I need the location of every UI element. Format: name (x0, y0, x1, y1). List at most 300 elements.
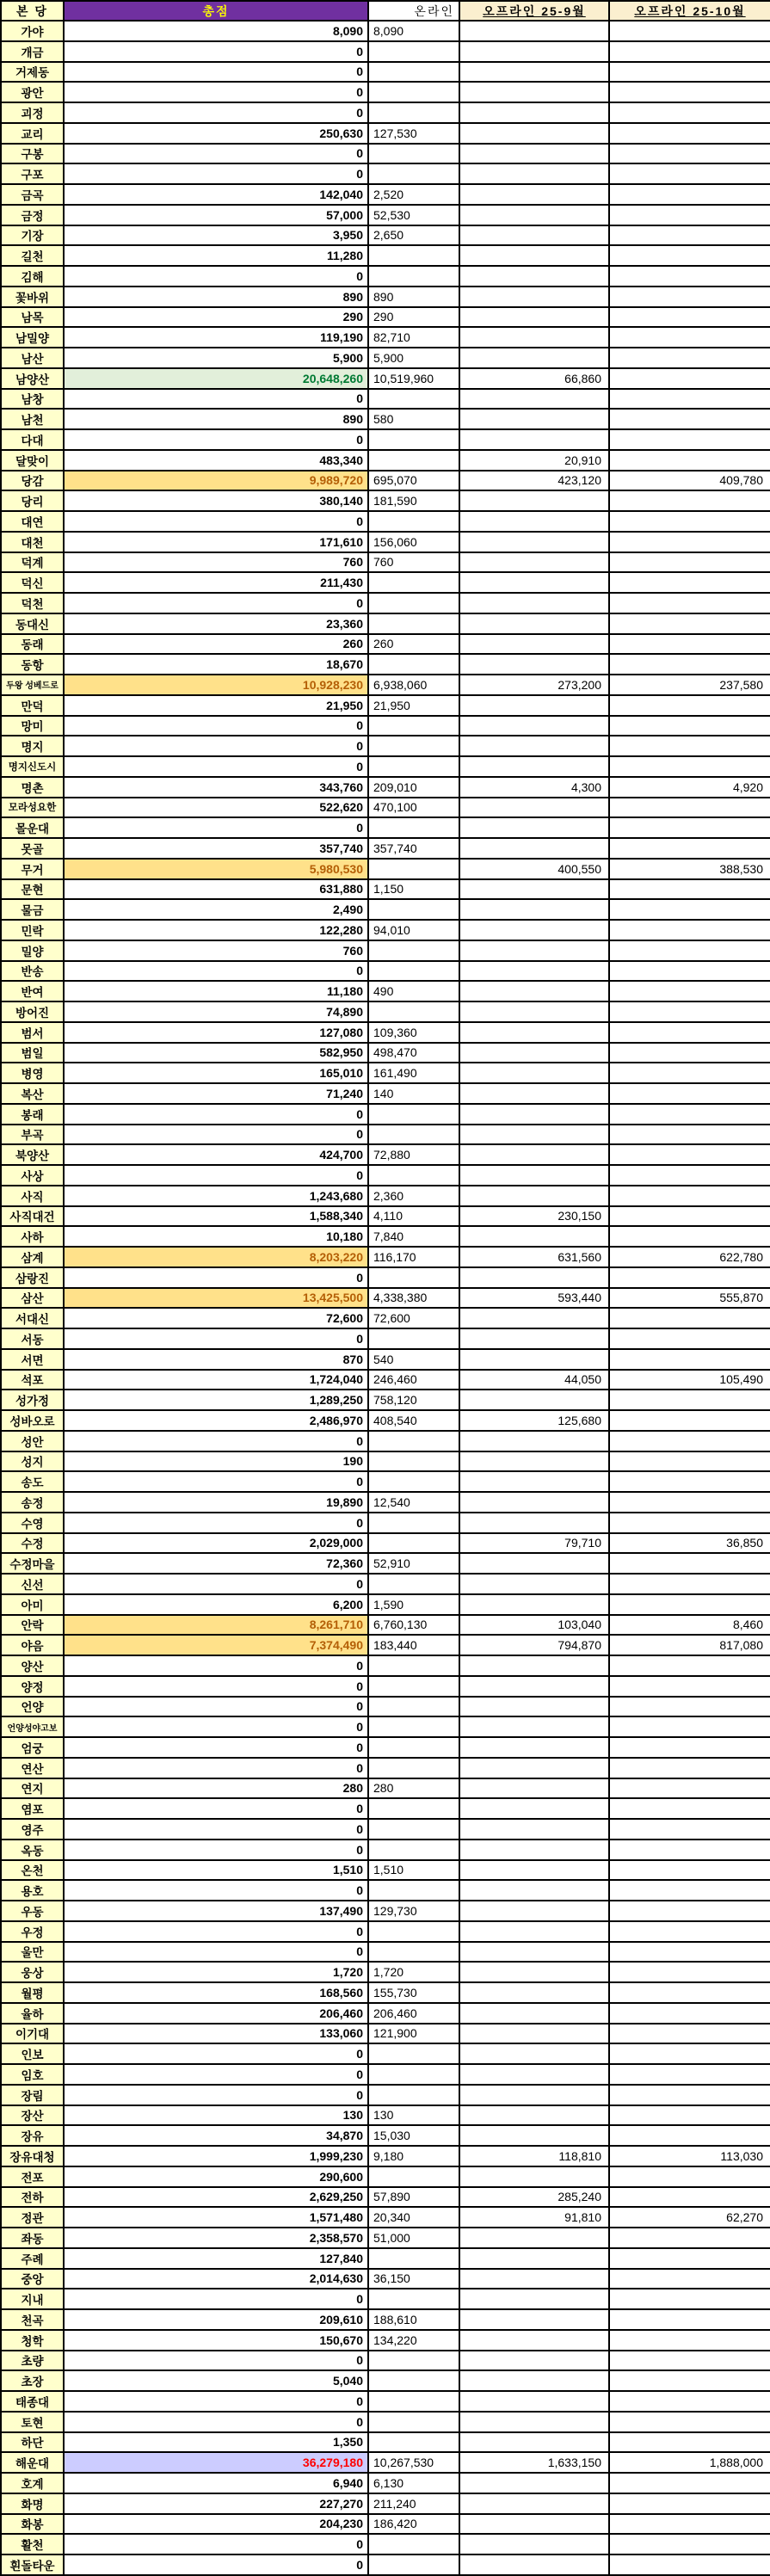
offline-sep-value-cell[interactable]: 91,810 (459, 2207, 609, 2228)
parish-name-cell[interactable]: 동대신 (1, 613, 64, 634)
total-value-cell[interactable]: 5,980,530 (64, 859, 368, 879)
parish-name-cell[interactable]: 대천 (1, 532, 64, 552)
offline-sep-value-cell[interactable] (459, 2003, 609, 2024)
total-value-cell[interactable]: 0 (64, 1431, 368, 1451)
total-value-cell[interactable]: 2,029,000 (64, 1533, 368, 1554)
parish-name-cell[interactable]: 언양성야고보 (1, 1716, 64, 1737)
parish-name-cell[interactable]: 삼계 (1, 1247, 64, 1267)
parish-name-cell[interactable]: 염포 (1, 1798, 64, 1819)
online-value-cell[interactable] (368, 961, 459, 982)
parish-name-cell[interactable]: 신선 (1, 1574, 64, 1594)
offline-sep-value-cell[interactable] (459, 287, 609, 307)
parish-name-cell[interactable]: 덕계 (1, 552, 64, 573)
total-value-cell[interactable]: 890 (64, 409, 368, 429)
offline-oct-value-cell[interactable] (609, 2125, 770, 2146)
offline-sep-value-cell[interactable] (459, 552, 609, 573)
offline-oct-value-cell[interactable] (609, 1574, 770, 1594)
online-value-cell[interactable] (368, 266, 459, 287)
total-value-cell[interactable]: 760 (64, 940, 368, 961)
offline-sep-value-cell[interactable]: 230,150 (459, 1206, 609, 1227)
offline-oct-value-cell[interactable]: 62,270 (609, 2207, 770, 2228)
offline-sep-value-cell[interactable] (459, 654, 609, 675)
online-value-cell[interactable] (368, 511, 459, 532)
online-value-cell[interactable]: 130 (368, 2105, 459, 2126)
offline-sep-value-cell[interactable] (459, 490, 609, 511)
online-value-cell[interactable]: 760 (368, 552, 459, 573)
offline-sep-value-cell[interactable] (459, 1697, 609, 1717)
parish-name-cell[interactable]: 개금 (1, 41, 64, 62)
offline-sep-value-cell[interactable] (459, 1328, 609, 1349)
offline-sep-value-cell[interactable] (459, 2493, 609, 2514)
total-value-cell[interactable]: 150,670 (64, 2330, 368, 2351)
total-value-cell[interactable]: 0 (64, 2554, 368, 2575)
online-value-cell[interactable]: 246,460 (368, 1370, 459, 1390)
offline-sep-value-cell[interactable] (459, 1471, 609, 1492)
parish-name-cell[interactable]: 태종대 (1, 2391, 64, 2412)
offline-oct-value-cell[interactable] (609, 593, 770, 613)
online-value-cell[interactable] (368, 1942, 459, 1963)
online-value-cell[interactable] (368, 1676, 459, 1697)
parish-name-cell[interactable]: 범일 (1, 1043, 64, 1063)
offline-sep-value-cell[interactable] (459, 429, 609, 450)
online-value-cell[interactable]: 186,420 (368, 2514, 459, 2535)
online-value-cell[interactable]: 94,010 (368, 920, 459, 940)
offline-sep-value-cell[interactable] (459, 2370, 609, 2391)
online-value-cell[interactable]: 490 (368, 981, 459, 1001)
offline-oct-value-cell[interactable] (609, 2003, 770, 2024)
total-value-cell[interactable]: 9,989,720 (64, 471, 368, 491)
total-value-cell[interactable]: 0 (64, 389, 368, 410)
offline-oct-value-cell[interactable] (609, 368, 770, 389)
total-value-cell[interactable]: 0 (64, 1676, 368, 1697)
offline-oct-value-cell[interactable] (609, 1819, 770, 1840)
total-value-cell[interactable]: 760 (64, 552, 368, 573)
online-value-cell[interactable] (368, 2043, 459, 2064)
total-value-cell[interactable]: 209,610 (64, 2309, 368, 2330)
online-value-cell[interactable] (368, 1574, 459, 1594)
parish-name-cell[interactable]: 기장 (1, 225, 64, 246)
total-value-cell[interactable]: 0 (64, 82, 368, 102)
parish-name-cell[interactable]: 영주 (1, 1819, 64, 1840)
total-value-cell[interactable]: 72,360 (64, 1553, 368, 1574)
offline-oct-value-cell[interactable]: 817,080 (609, 1635, 770, 1655)
total-value-cell[interactable]: 0 (64, 1819, 368, 1840)
online-value-cell[interactable]: 52,910 (368, 1553, 459, 1574)
online-value-cell[interactable]: 4,338,380 (368, 1288, 459, 1309)
online-value-cell[interactable] (368, 2534, 459, 2554)
offline-sep-value-cell[interactable]: 125,680 (459, 1410, 609, 1431)
offline-oct-value-cell[interactable] (609, 2514, 770, 2535)
online-value-cell[interactable]: 2,520 (368, 184, 459, 205)
offline-sep-value-cell[interactable] (459, 1574, 609, 1594)
total-value-cell[interactable]: 2,486,970 (64, 1410, 368, 1431)
offline-sep-value-cell[interactable] (459, 1655, 609, 1676)
offline-sep-value-cell[interactable] (459, 1921, 609, 1942)
total-value-cell[interactable]: 0 (64, 2351, 368, 2371)
parish-name-cell[interactable]: 정관 (1, 2207, 64, 2228)
online-value-cell[interactable] (368, 1716, 459, 1737)
online-value-cell[interactable]: 9,180 (368, 2146, 459, 2166)
offline-sep-value-cell[interactable] (459, 1553, 609, 1574)
offline-oct-value-cell[interactable] (609, 838, 770, 859)
offline-sep-value-cell[interactable] (459, 798, 609, 818)
offline-oct-value-cell[interactable]: 4,920 (609, 777, 770, 798)
offline-oct-value-cell[interactable] (609, 1328, 770, 1349)
online-value-cell[interactable] (368, 2412, 459, 2432)
parish-name-cell[interactable]: 당리 (1, 490, 64, 511)
total-value-cell[interactable]: 130 (64, 2105, 368, 2126)
total-value-cell[interactable]: 290,600 (64, 2166, 368, 2187)
online-value-cell[interactable]: 134,220 (368, 2330, 459, 2351)
offline-sep-value-cell[interactable] (459, 1043, 609, 1063)
parish-name-cell[interactable]: 모라성요한 (1, 798, 64, 818)
offline-oct-value-cell[interactable] (609, 1798, 770, 1819)
total-value-cell[interactable]: 5,900 (64, 348, 368, 368)
total-value-cell[interactable]: 483,340 (64, 450, 368, 471)
online-value-cell[interactable]: 260 (368, 634, 459, 655)
parish-name-cell[interactable]: 덕천 (1, 593, 64, 613)
parish-name-cell[interactable]: 가야 (1, 21, 64, 41)
offline-sep-value-cell[interactable] (459, 184, 609, 205)
total-value-cell[interactable]: 71,240 (64, 1083, 368, 1104)
offline-sep-value-cell[interactable]: 423,120 (459, 471, 609, 491)
total-value-cell[interactable]: 1,999,230 (64, 2146, 368, 2166)
column-header-parish[interactable]: 본 당 (1, 1, 64, 21)
offline-oct-value-cell[interactable] (609, 899, 770, 920)
offline-oct-value-cell[interactable] (609, 798, 770, 818)
parish-name-cell[interactable]: 망미 (1, 716, 64, 736)
parish-name-cell[interactable]: 북양산 (1, 1144, 64, 1165)
online-value-cell[interactable] (368, 1697, 459, 1717)
parish-name-cell[interactable]: 성가정 (1, 1390, 64, 1410)
parish-name-cell[interactable]: 양정 (1, 1676, 64, 1697)
offline-sep-value-cell[interactable]: 103,040 (459, 1615, 609, 1636)
parish-name-cell[interactable]: 하단 (1, 2432, 64, 2453)
total-value-cell[interactable]: 0 (64, 511, 368, 532)
parish-name-cell[interactable]: 우정 (1, 1921, 64, 1942)
offline-oct-value-cell[interactable] (609, 1840, 770, 1860)
parish-name-cell[interactable]: 해운대 (1, 2452, 64, 2473)
offline-oct-value-cell[interactable] (609, 1655, 770, 1676)
online-value-cell[interactable] (368, 144, 459, 164)
offline-sep-value-cell[interactable] (459, 1819, 609, 1840)
offline-sep-value-cell[interactable] (459, 1390, 609, 1410)
online-value-cell[interactable] (368, 736, 459, 756)
total-value-cell[interactable]: 0 (64, 41, 368, 62)
offline-sep-value-cell[interactable] (459, 634, 609, 655)
offline-sep-value-cell[interactable] (459, 961, 609, 982)
parish-name-cell[interactable]: 문현 (1, 879, 64, 900)
parish-name-cell[interactable]: 수정 (1, 1533, 64, 1554)
parish-name-cell[interactable]: 남창 (1, 389, 64, 410)
parish-name-cell[interactable]: 장산 (1, 2105, 64, 2126)
parish-name-cell[interactable]: 대연 (1, 511, 64, 532)
online-value-cell[interactable] (368, 572, 459, 593)
total-value-cell[interactable]: 0 (64, 1267, 368, 1288)
total-value-cell[interactable]: 0 (64, 1840, 368, 1860)
total-value-cell[interactable]: 165,010 (64, 1063, 368, 1083)
online-value-cell[interactable]: 1,590 (368, 1594, 459, 1615)
offline-oct-value-cell[interactable] (609, 2534, 770, 2554)
offline-sep-value-cell[interactable] (459, 756, 609, 777)
total-value-cell[interactable]: 631,880 (64, 879, 368, 900)
parish-name-cell[interactable]: 삼산 (1, 1288, 64, 1309)
offline-sep-value-cell[interactable] (459, 2105, 609, 2126)
offline-oct-value-cell[interactable] (609, 389, 770, 410)
parish-name-cell[interactable]: 서면 (1, 1349, 64, 1370)
parish-name-cell[interactable]: 양산 (1, 1655, 64, 1676)
offline-oct-value-cell[interactable]: 105,490 (609, 1370, 770, 1390)
offline-oct-value-cell[interactable] (609, 756, 770, 777)
online-value-cell[interactable]: 52,530 (368, 205, 459, 225)
offline-oct-value-cell[interactable] (609, 552, 770, 573)
total-value-cell[interactable]: 0 (64, 1471, 368, 1492)
online-value-cell[interactable] (368, 163, 459, 184)
online-value-cell[interactable] (368, 1328, 459, 1349)
parish-name-cell[interactable]: 울만 (1, 1942, 64, 1963)
online-value-cell[interactable] (368, 245, 459, 266)
offline-sep-value-cell[interactable] (459, 716, 609, 736)
parish-name-cell[interactable]: 물금 (1, 899, 64, 920)
parish-name-cell[interactable]: 금곡 (1, 184, 64, 205)
parish-name-cell[interactable]: 다대 (1, 429, 64, 450)
parish-name-cell[interactable]: 사상 (1, 1165, 64, 1186)
parish-name-cell[interactable]: 서대신 (1, 1308, 64, 1328)
total-value-cell[interactable]: 8,203,220 (64, 1247, 368, 1267)
parish-name-cell[interactable]: 활천 (1, 2534, 64, 2554)
offline-oct-value-cell[interactable] (609, 1513, 770, 1533)
online-value-cell[interactable] (368, 2064, 459, 2085)
offline-sep-value-cell[interactable] (459, 2534, 609, 2554)
total-value-cell[interactable]: 206,460 (64, 2003, 368, 2024)
offline-oct-value-cell[interactable] (609, 1758, 770, 1778)
offline-oct-value-cell[interactable] (609, 1553, 770, 1574)
offline-sep-value-cell[interactable] (459, 2064, 609, 2085)
parish-name-cell[interactable]: 거제동 (1, 62, 64, 83)
online-value-cell[interactable]: 540 (368, 1349, 459, 1370)
total-value-cell[interactable]: 19,890 (64, 1492, 368, 1513)
parish-name-cell[interactable]: 사직대건 (1, 1206, 64, 1227)
offline-sep-value-cell[interactable] (459, 838, 609, 859)
offline-oct-value-cell[interactable]: 388,530 (609, 859, 770, 879)
online-value-cell[interactable]: 36,150 (368, 2269, 459, 2289)
online-value-cell[interactable] (368, 1451, 459, 1472)
parish-name-cell[interactable]: 범서 (1, 1022, 64, 1043)
total-value-cell[interactable]: 0 (64, 2412, 368, 2432)
online-value-cell[interactable] (368, 1001, 459, 1022)
online-value-cell[interactable]: 21,950 (368, 695, 459, 716)
parish-name-cell[interactable]: 성지 (1, 1451, 64, 1472)
offline-sep-value-cell[interactable] (459, 1267, 609, 1288)
parish-name-cell[interactable]: 금정 (1, 205, 64, 225)
offline-sep-value-cell[interactable]: 44,050 (459, 1370, 609, 1390)
online-value-cell[interactable]: 758,120 (368, 1390, 459, 1410)
total-value-cell[interactable]: 0 (64, 756, 368, 777)
total-value-cell[interactable]: 424,700 (64, 1144, 368, 1165)
offline-oct-value-cell[interactable] (609, 205, 770, 225)
total-value-cell[interactable]: 1,724,040 (64, 1370, 368, 1390)
total-value-cell[interactable]: 168,560 (64, 1982, 368, 2003)
offline-sep-value-cell[interactable] (459, 2473, 609, 2493)
offline-sep-value-cell[interactable] (459, 2351, 609, 2371)
parish-name-cell[interactable]: 사하 (1, 1226, 64, 1247)
total-value-cell[interactable]: 0 (64, 1737, 368, 1758)
online-value-cell[interactable]: 206,460 (368, 2003, 459, 2024)
online-value-cell[interactable]: 161,490 (368, 1063, 459, 1083)
parish-name-cell[interactable]: 중앙 (1, 2269, 64, 2289)
total-value-cell[interactable]: 260 (64, 634, 368, 655)
online-value-cell[interactable]: 116,170 (368, 1247, 459, 1267)
offline-oct-value-cell[interactable] (609, 1083, 770, 1104)
offline-oct-value-cell[interactable]: 113,030 (609, 2146, 770, 2166)
offline-sep-value-cell[interactable] (459, 2554, 609, 2575)
offline-sep-value-cell[interactable] (459, 1451, 609, 1472)
offline-sep-value-cell[interactable] (459, 2289, 609, 2309)
offline-oct-value-cell[interactable] (609, 2493, 770, 2514)
total-value-cell[interactable]: 72,600 (64, 1308, 368, 1328)
offline-sep-value-cell[interactable] (459, 1063, 609, 1083)
offline-sep-value-cell[interactable] (459, 817, 609, 838)
offline-sep-value-cell[interactable] (459, 981, 609, 1001)
online-value-cell[interactable] (368, 654, 459, 675)
offline-oct-value-cell[interactable] (609, 981, 770, 1001)
parish-name-cell[interactable]: 엄궁 (1, 1737, 64, 1758)
parish-name-cell[interactable]: 장유대청 (1, 2146, 64, 2166)
offline-oct-value-cell[interactable] (609, 1144, 770, 1165)
online-value-cell[interactable] (368, 450, 459, 471)
parish-name-cell[interactable]: 화명 (1, 2493, 64, 2514)
offline-sep-value-cell[interactable] (459, 572, 609, 593)
offline-oct-value-cell[interactable] (609, 1125, 770, 1145)
parish-name-cell[interactable]: 인보 (1, 2043, 64, 2064)
offline-oct-value-cell[interactable]: 36,850 (609, 1533, 770, 1554)
offline-oct-value-cell[interactable] (609, 532, 770, 552)
online-value-cell[interactable]: 121,900 (368, 2024, 459, 2044)
online-value-cell[interactable]: 20,340 (368, 2207, 459, 2228)
offline-oct-value-cell[interactable] (609, 2248, 770, 2269)
parish-name-cell[interactable]: 월평 (1, 1982, 64, 2003)
offline-oct-value-cell[interactable] (609, 1921, 770, 1942)
offline-sep-value-cell[interactable] (459, 102, 609, 123)
total-value-cell[interactable]: 0 (64, 1798, 368, 1819)
offline-oct-value-cell[interactable] (609, 2187, 770, 2208)
offline-sep-value-cell[interactable] (459, 1513, 609, 1533)
online-value-cell[interactable]: 890 (368, 287, 459, 307)
offline-oct-value-cell[interactable]: 237,580 (609, 675, 770, 695)
offline-oct-value-cell[interactable] (609, 2309, 770, 2330)
online-value-cell[interactable]: 695,070 (368, 471, 459, 491)
offline-oct-value-cell[interactable] (609, 225, 770, 246)
offline-sep-value-cell[interactable]: 285,240 (459, 2187, 609, 2208)
online-value-cell[interactable]: 129,730 (368, 1901, 459, 1921)
parish-name-cell[interactable]: 꽃바위 (1, 287, 64, 307)
parish-name-cell[interactable]: 서동 (1, 1328, 64, 1349)
offline-oct-value-cell[interactable] (609, 2391, 770, 2412)
offline-sep-value-cell[interactable]: 273,200 (459, 675, 609, 695)
offline-sep-value-cell[interactable] (459, 1737, 609, 1758)
offline-sep-value-cell[interactable]: 1,633,150 (459, 2452, 609, 2473)
offline-sep-value-cell[interactable] (459, 123, 609, 144)
offline-sep-value-cell[interactable]: 631,560 (459, 1247, 609, 1267)
offline-oct-value-cell[interactable] (609, 2228, 770, 2248)
total-value-cell[interactable]: 0 (64, 716, 368, 736)
total-value-cell[interactable]: 1,510 (64, 1860, 368, 1881)
offline-sep-value-cell[interactable] (459, 62, 609, 83)
offline-sep-value-cell[interactable] (459, 1982, 609, 2003)
offline-sep-value-cell[interactable] (459, 2085, 609, 2105)
online-value-cell[interactable] (368, 1104, 459, 1125)
total-value-cell[interactable]: 250,630 (64, 123, 368, 144)
parish-name-cell[interactable]: 아미 (1, 1594, 64, 1615)
online-value-cell[interactable] (368, 1880, 459, 1901)
total-value-cell[interactable]: 280 (64, 1778, 368, 1799)
parish-name-cell[interactable]: 남밀양 (1, 327, 64, 348)
offline-oct-value-cell[interactable] (609, 572, 770, 593)
offline-sep-value-cell[interactable] (459, 532, 609, 552)
offline-oct-value-cell[interactable] (609, 1982, 770, 2003)
offline-oct-value-cell[interactable] (609, 940, 770, 961)
online-value-cell[interactable]: 1,720 (368, 1962, 459, 1982)
total-value-cell[interactable]: 190 (64, 1451, 368, 1472)
parish-name-cell[interactable]: 성바오로 (1, 1410, 64, 1431)
online-value-cell[interactable] (368, 1471, 459, 1492)
offline-oct-value-cell[interactable] (609, 1349, 770, 1370)
parish-name-cell[interactable]: 반송 (1, 961, 64, 982)
offline-sep-value-cell[interactable] (459, 2228, 609, 2248)
offline-sep-value-cell[interactable] (459, 2125, 609, 2146)
offline-sep-value-cell[interactable] (459, 266, 609, 287)
parish-name-cell[interactable]: 봉래 (1, 1104, 64, 1125)
total-value-cell[interactable]: 6,200 (64, 1594, 368, 1615)
offline-oct-value-cell[interactable]: 1,888,000 (609, 2452, 770, 2473)
online-value-cell[interactable] (368, 41, 459, 62)
online-value-cell[interactable] (368, 2554, 459, 2575)
total-value-cell[interactable]: 6,940 (64, 2473, 368, 2493)
total-value-cell[interactable]: 119,190 (64, 327, 368, 348)
parish-name-cell[interactable]: 송도 (1, 1471, 64, 1492)
total-value-cell[interactable]: 11,180 (64, 981, 368, 1001)
offline-oct-value-cell[interactable] (609, 123, 770, 144)
offline-sep-value-cell[interactable] (459, 2309, 609, 2330)
offline-oct-value-cell[interactable] (609, 1594, 770, 1615)
total-value-cell[interactable]: 0 (64, 62, 368, 83)
total-value-cell[interactable]: 8,261,710 (64, 1615, 368, 1636)
total-value-cell[interactable]: 122,280 (64, 920, 368, 940)
offline-sep-value-cell[interactable] (459, 409, 609, 429)
offline-sep-value-cell[interactable] (459, 1349, 609, 1370)
offline-oct-value-cell[interactable] (609, 2351, 770, 2371)
online-value-cell[interactable]: 408,540 (368, 1410, 459, 1431)
offline-sep-value-cell[interactable]: 118,810 (459, 2146, 609, 2166)
total-value-cell[interactable]: 0 (64, 163, 368, 184)
total-value-cell[interactable]: 870 (64, 1349, 368, 1370)
total-value-cell[interactable]: 2,490 (64, 899, 368, 920)
offline-oct-value-cell[interactable] (609, 736, 770, 756)
online-value-cell[interactable]: 82,710 (368, 327, 459, 348)
parish-name-cell[interactable]: 이기대 (1, 2024, 64, 2044)
total-value-cell[interactable]: 0 (64, 1655, 368, 1676)
offline-oct-value-cell[interactable] (609, 2105, 770, 2126)
total-value-cell[interactable]: 0 (64, 2064, 368, 2085)
offline-oct-value-cell[interactable] (609, 1186, 770, 1206)
offline-oct-value-cell[interactable] (609, 429, 770, 450)
offline-sep-value-cell[interactable] (459, 1901, 609, 1921)
offline-oct-value-cell[interactable] (609, 2166, 770, 2187)
offline-oct-value-cell[interactable] (609, 2432, 770, 2453)
total-value-cell[interactable]: 0 (64, 817, 368, 838)
online-value-cell[interactable] (368, 1431, 459, 1451)
online-value-cell[interactable]: 580 (368, 409, 459, 429)
